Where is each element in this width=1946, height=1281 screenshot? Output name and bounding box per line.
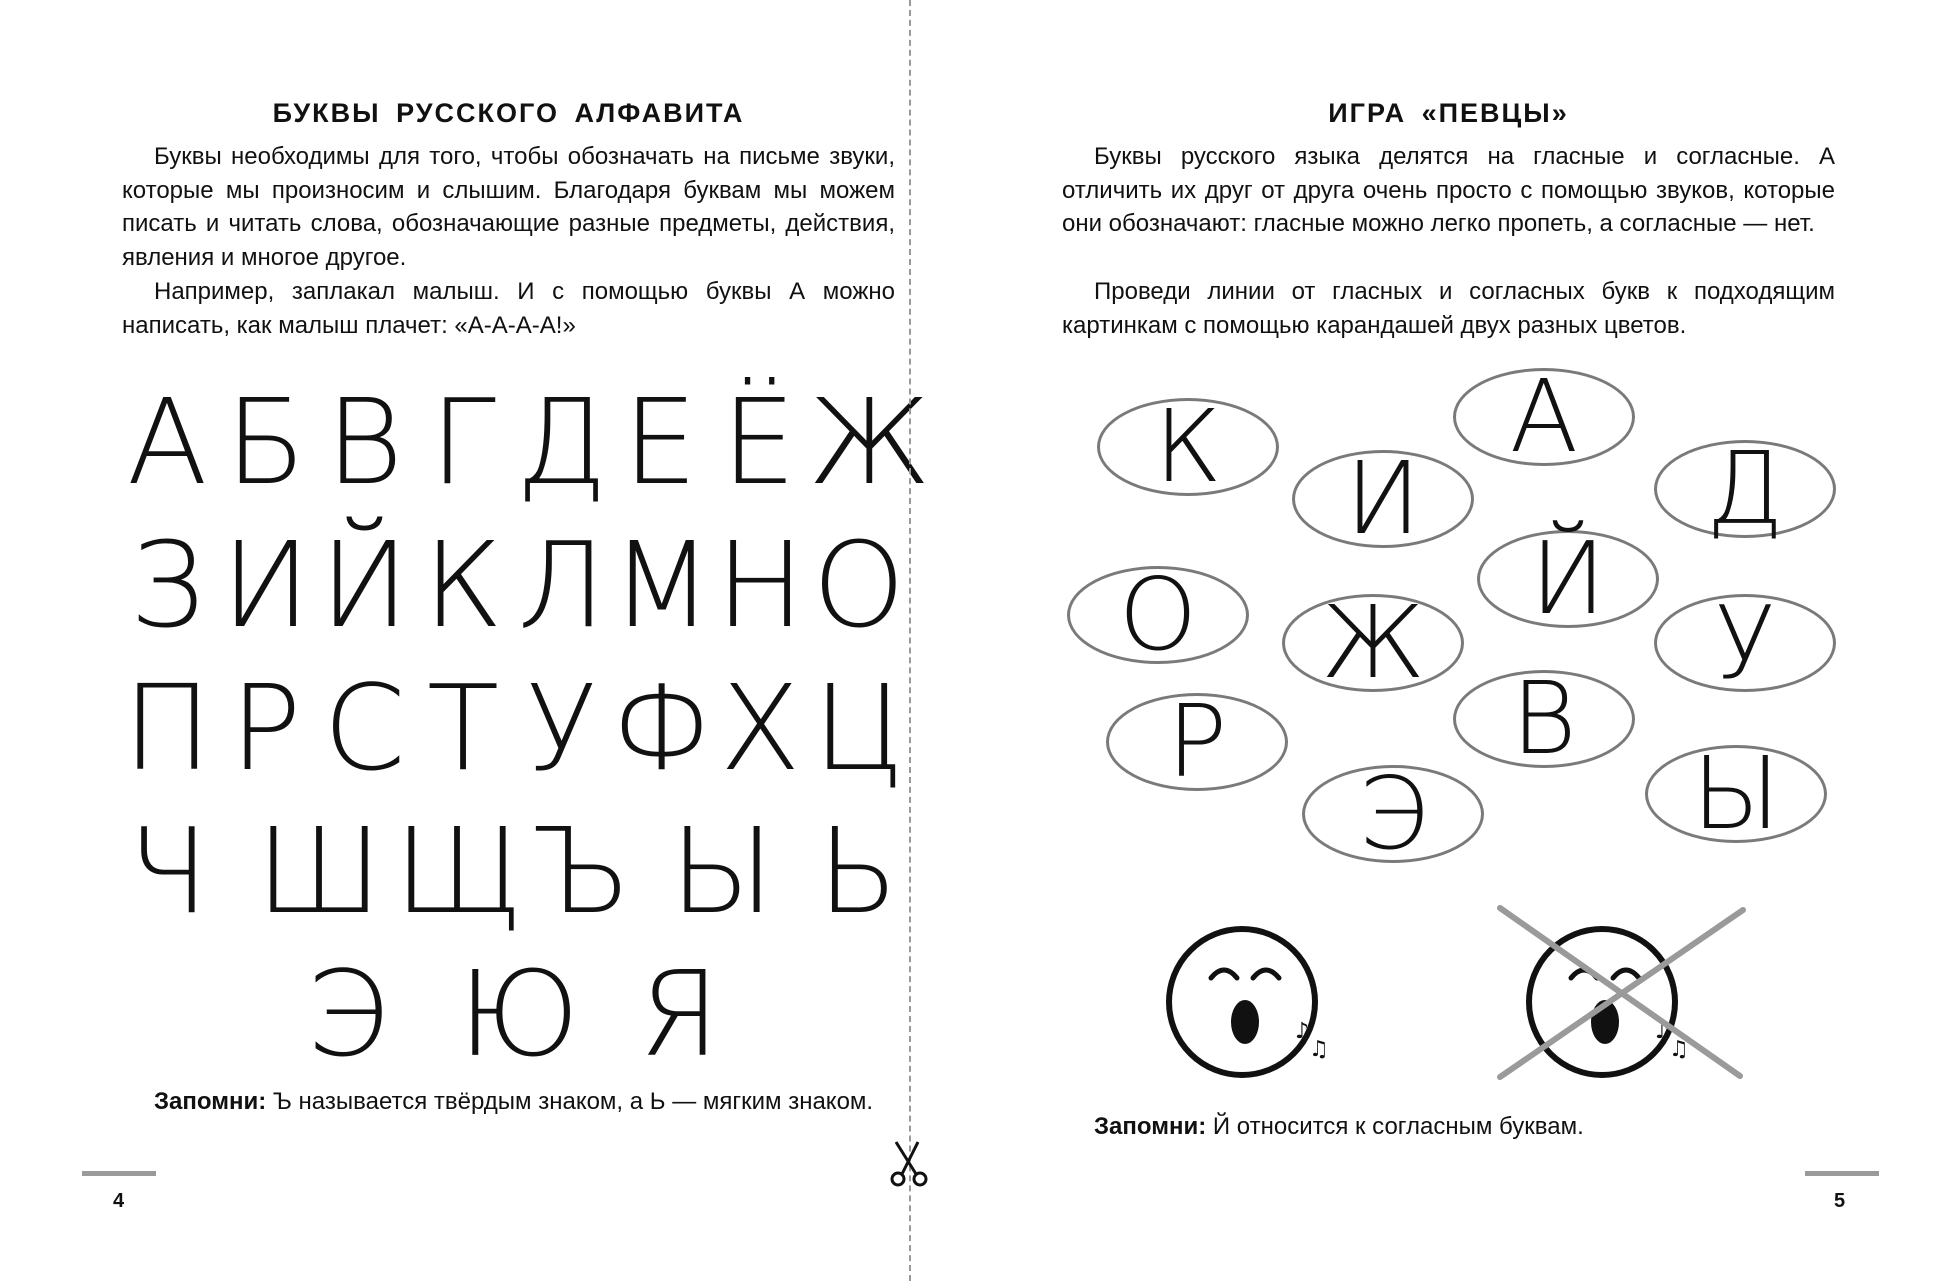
alphabet-letter: А bbox=[126, 372, 208, 511]
alphabet-letter: Н bbox=[715, 515, 805, 654]
alphabet-grid bbox=[118, 370, 931, 1085]
alphabet-row-5 bbox=[118, 942, 908, 1085]
right-page-number: 5 bbox=[1834, 1190, 1846, 1212]
remember-label: Запомни: bbox=[154, 1088, 267, 1115]
oval-letter-text: В bbox=[1511, 660, 1577, 777]
oval-letter-text: У bbox=[1714, 584, 1776, 701]
alphabet-letter: Т bbox=[426, 658, 500, 797]
alphabet-letter: Ч bbox=[127, 801, 209, 940]
alphabet-letter: Ъ bbox=[532, 801, 632, 940]
alphabet-letter: Б bbox=[225, 372, 307, 511]
alphabet-letter: В bbox=[325, 372, 404, 511]
alphabet-letter: У bbox=[525, 658, 598, 797]
oval-letter-text: Ы bbox=[1691, 735, 1781, 852]
left-page-bar bbox=[82, 1171, 156, 1176]
alphabet-row-3 bbox=[118, 656, 908, 799]
faces-illustration bbox=[973, 0, 1946, 1281]
right-page-title: ИГРА «ПЕВЦЫ» bbox=[1328, 98, 1569, 128]
right-page bbox=[973, 0, 1946, 1281]
alphabet-row-1 bbox=[118, 370, 931, 513]
alphabet-letter: М bbox=[610, 515, 713, 654]
right-paragraph-1: Буквы русского языка делятся на гласные и согласные. А отличить их друг от друга очень просто с помощью звуков, которые они обозначают: гласные можно легко пропеть, а согласные — нет. bbox=[1062, 143, 1835, 237]
svg-text:♪: ♪ bbox=[1655, 1019, 1670, 1044]
oval-letter-text: Ж bbox=[1321, 584, 1425, 701]
oval-letter-text: Й bbox=[1530, 520, 1606, 637]
alphabet-letter: Ы bbox=[670, 801, 775, 940]
left-page-title: БУКВЫ РУССКОГО АЛФАВИТА bbox=[272, 98, 745, 128]
alphabet-letter: Ж bbox=[808, 372, 931, 511]
left-paragraph-2: Например, заплакал малыш. И с помощью буквы А можно написать, как малыш плачет: «А-А-А-А!» bbox=[122, 278, 895, 339]
alphabet-letter: Ц bbox=[812, 658, 905, 797]
alphabet-letter: П bbox=[122, 658, 212, 797]
alphabet-letter: Е bbox=[622, 372, 698, 511]
left-remember-note bbox=[122, 1085, 895, 1119]
alphabet-letter: Р bbox=[230, 658, 302, 797]
alphabet-letter: Л bbox=[517, 515, 606, 654]
alphabet-row-4 bbox=[118, 799, 908, 942]
alphabet-letter: Ф bbox=[610, 658, 713, 797]
oval-letter-text: А bbox=[1509, 358, 1579, 475]
alphabet-letter: Г bbox=[430, 372, 496, 511]
oval-letter-text: Э bbox=[1358, 755, 1428, 872]
alphabet-letter: З bbox=[129, 515, 205, 654]
oval-letter-text: Р bbox=[1166, 683, 1228, 800]
svg-text:♪: ♪ bbox=[1295, 1019, 1310, 1044]
svg-text:♫: ♫ bbox=[1309, 1037, 1329, 1062]
alphabet-letter: Э bbox=[305, 944, 389, 1083]
remember-text: Ъ называется твёрдым знаком, а Ь — мягким знаком. bbox=[266, 1088, 874, 1115]
alphabet-row-2 bbox=[118, 513, 908, 656]
alphabet-letter: Ь bbox=[817, 801, 899, 940]
alphabet-letter: Х bbox=[719, 658, 801, 797]
alphabet-letter: Я bbox=[638, 944, 720, 1083]
alphabet-letter: Щ bbox=[394, 801, 524, 940]
left-page-number: 4 bbox=[113, 1190, 125, 1212]
scissors-icon bbox=[888, 1140, 932, 1188]
alphabet-letter: О bbox=[812, 515, 906, 654]
right-page-bar bbox=[1805, 1171, 1879, 1176]
singing-face-icon bbox=[1169, 929, 1329, 1075]
right-remember-note bbox=[1062, 1110, 1835, 1144]
alphabet-letter: Ю bbox=[458, 944, 580, 1083]
oval-letter-text: О bbox=[1118, 556, 1198, 673]
oval-letter-text: Д bbox=[1706, 430, 1784, 547]
crossed-singing-face-icon bbox=[1500, 908, 1743, 1077]
oval-letter-text: К bbox=[1154, 388, 1222, 505]
alphabet-letter: Ш bbox=[256, 801, 383, 940]
alphabet-letter: С bbox=[323, 658, 406, 797]
fold-line bbox=[909, 0, 911, 1281]
remember-text: Й относится к согласным буквам. bbox=[1206, 1113, 1584, 1140]
alphabet-letter: Ё bbox=[721, 372, 797, 511]
alphabet-letter: Й bbox=[319, 515, 409, 654]
alphabet-letter: Д bbox=[515, 372, 608, 511]
alphabet-letter: И bbox=[221, 515, 311, 654]
remember-label: Запомни: bbox=[1094, 1113, 1207, 1140]
alphabet-letter: К bbox=[423, 515, 503, 654]
right-paragraph-2: Проведи линии от гласных и согласных букв к подходящим картинкам с помощью карандашей двух разных цветов. bbox=[1062, 278, 1835, 339]
oval-letter-text: И bbox=[1345, 440, 1421, 557]
left-paragraph-1: Буквы необходимы для того, чтобы обозначать на письме звуки, которые мы произносим и слышим. Благодаря буквам мы можем писать и читать слова, обозначающие разные предметы, действия, явления и многое другое. bbox=[122, 143, 895, 271]
svg-text:♫: ♫ bbox=[1669, 1037, 1689, 1062]
